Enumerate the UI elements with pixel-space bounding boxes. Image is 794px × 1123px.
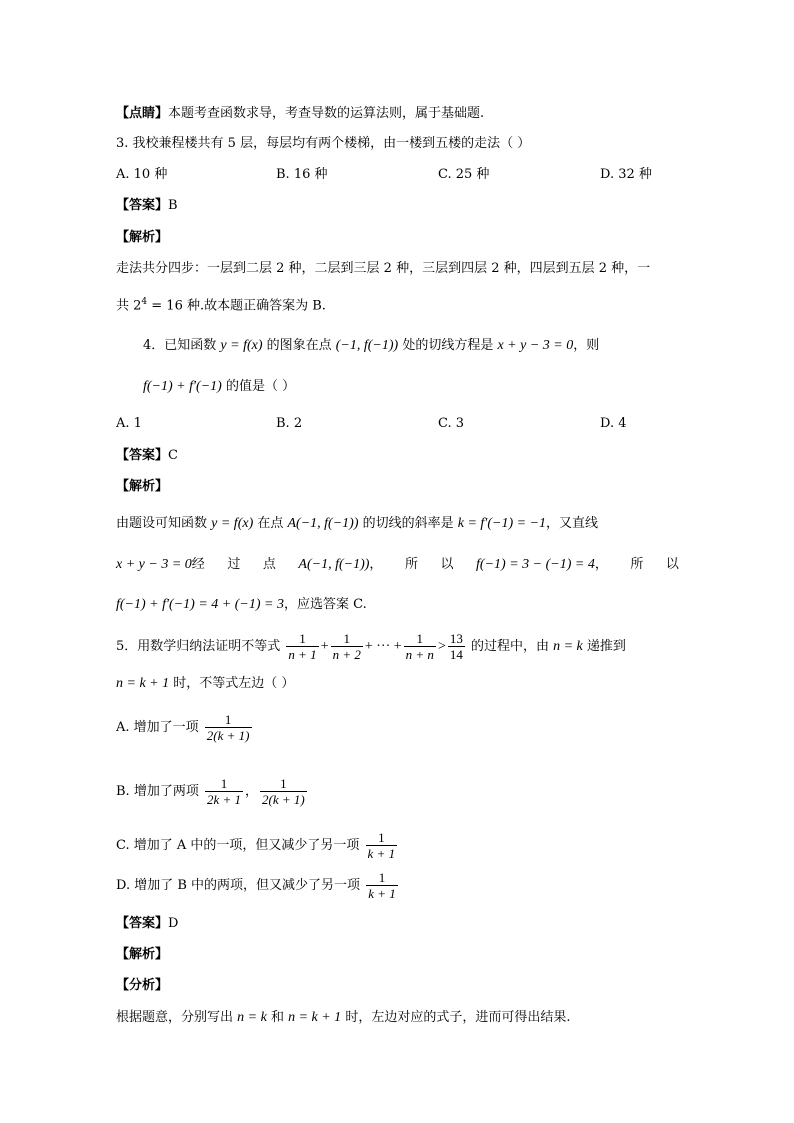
fraction-numerator: 1 — [220, 776, 228, 791]
q4-l2-word: 以 — [440, 557, 454, 572]
q3-option-c: C. 25 种 — [438, 167, 490, 182]
q5-option-b-fraction — [205, 776, 243, 807]
q4-option-b: B. 2 — [276, 416, 303, 431]
q5-stem-text-d: 时，不等式左边（ ） — [169, 676, 295, 691]
q4-analysis-line2 — [116, 555, 679, 575]
q5-stem-line2 — [116, 674, 294, 694]
q5-stem-line1 — [116, 628, 626, 666]
q4-stem-line1 — [143, 336, 599, 356]
q4-stem-text-e: 的值是（ ） — [221, 379, 296, 394]
fraction-denominator: 2(k + 1) — [206, 728, 250, 743]
q3-analysis-tag: 【解析】 — [116, 230, 169, 245]
q4-l2-sep: ， — [594, 557, 608, 572]
q3-analysis-line2-post: 种.故本题正确答案为 B. — [182, 298, 326, 314]
answer-tag: 【答案】 — [116, 448, 169, 463]
q3-answer-line — [116, 196, 178, 216]
fraction-numerator: 1 — [224, 712, 232, 727]
q3-stem: 3. 我校兼程楼共有 5 层，每层均有两个楼梯，由一楼到五楼的走法（ ） — [116, 136, 531, 151]
q5-option-c — [116, 826, 399, 866]
q4-l1-text-c: 的切线的斜率是 — [358, 516, 458, 531]
q4-analysis-line1 — [116, 514, 598, 534]
q4-stem-text-a: 4．已知函数 — [143, 338, 221, 353]
fraction-denominator: n + n — [405, 647, 434, 662]
q4-stem-point: (−1, f(−1)) — [335, 338, 399, 353]
q5-option-b — [116, 772, 309, 812]
q4-analysis-line3 — [116, 595, 367, 615]
q5-stem-text-b: 的过程中，由 — [466, 639, 554, 654]
q5-fenxi-tag: 【分析】 — [116, 978, 169, 993]
ellipsis-sum: + ··· + — [364, 639, 402, 654]
q4-l2-expression: f(−1) = 3 − (−1) = 4 — [476, 557, 595, 572]
q5-fenxi-text-a: 根据题意，分别写出 — [116, 1010, 238, 1025]
q5-fenxi-math-1: n = k — [237, 1010, 267, 1025]
q4-stem-equation: x + y − 3 = 0 — [497, 338, 574, 353]
q5-fenxi-text-c: 时，左边对应的式子，进而可得出结果. — [341, 1010, 571, 1025]
q5-option-c-fraction — [366, 830, 398, 861]
q4-l2-sep: ， — [369, 557, 383, 572]
q4-stem-fx: y = f(x) — [220, 338, 263, 353]
q4-stem-text-d: ，则 — [573, 338, 600, 353]
q4-stem-text-c: 处的切线方程是 — [398, 338, 498, 353]
q3-analysis-line2-sup: 4 — [141, 297, 148, 307]
fraction-numerator: 1 — [343, 631, 350, 646]
q5-fraction — [331, 631, 363, 662]
q3-option-d: D. 32 种 — [600, 167, 652, 182]
fraction-numerator: 1 — [280, 776, 287, 791]
q5-analysis-tag: 【解析】 — [116, 947, 169, 962]
q5-option-a-text: A. 增加了一项 — [116, 720, 203, 735]
q5-answer: D — [168, 916, 179, 931]
q3-analysis-line2 — [116, 292, 326, 316]
q5-option-b-text: B. 增加了两项 — [116, 784, 203, 799]
fraction-numerator: 13 — [449, 631, 463, 646]
q4-option-c: C. 3 — [438, 416, 465, 431]
q4-l2-word: 以 — [665, 557, 679, 572]
q4-l3-text: ，应选答案 C. — [283, 597, 367, 612]
fraction-denominator: n + 1 — [288, 647, 317, 662]
plus-sign: + — [320, 639, 329, 654]
q4-l1-text-a: 由题设可知函数 — [116, 516, 212, 531]
q5-option-c-text: C. 增加了 A 中的一项，但又减少了另一项 — [116, 838, 364, 853]
q3-analysis-line1: 走法共分四步：一层到二层 2 种，二层到三层 2 种，三层到四层 2 种，四层到五层 2 种，一 — [116, 261, 651, 276]
q4-stem-line2 — [143, 377, 295, 397]
fraction-denominator: k + 1 — [368, 886, 396, 901]
q5-fenxi-line — [116, 1008, 570, 1028]
fraction-numerator: 1 — [299, 631, 306, 646]
q4-option-d: D. 4 — [600, 416, 627, 431]
q4-stem-expression: f(−1) + f′(−1) — [143, 379, 222, 394]
fraction-denominator: 2k + 1 — [206, 792, 241, 807]
q5-option-b-fraction — [260, 776, 307, 807]
q5-fraction — [404, 631, 436, 662]
q5-option-a — [116, 708, 254, 748]
q5-option-a-fraction — [205, 712, 252, 743]
q5-fraction — [448, 631, 465, 662]
q4-l1-text-b: 在点 — [253, 516, 288, 531]
q4-answer: C — [168, 448, 178, 463]
q5-option-d-text: D. 增加了 B 中的两项，但又减少了另一项 — [116, 878, 365, 893]
dianjing-tag: 【点睛】 — [116, 106, 169, 121]
q4-option-a: A. 1 — [116, 416, 142, 431]
q4-l2-word: 所 — [630, 557, 644, 572]
q4-l2-word: 过 — [227, 557, 241, 572]
q5-fenxi-math-2: n = k + 1 — [288, 1010, 342, 1025]
q4-answer-line — [116, 446, 178, 466]
q4-l2-word: 经 — [191, 557, 205, 572]
fraction-denominator: n + 2 — [332, 647, 361, 662]
q4-stem-text-b: 的图象在点 — [262, 338, 336, 353]
fraction-denominator: k + 1 — [367, 846, 396, 861]
answer-tag: 【答案】 — [116, 916, 169, 931]
q3-option-a: A. 10 种 — [116, 167, 168, 182]
q4-l2-point: A(−1, f(−1)) — [298, 557, 370, 572]
q3-analysis-line2-pre: 共 2 — [116, 298, 142, 314]
q4-l3-expression: f(−1) + f′(−1) = 4 + (−1) = 3 — [116, 597, 284, 612]
q4-l2-word: 点 — [262, 557, 276, 572]
dianjing-line — [116, 104, 484, 124]
fraction-denominator: 14 — [449, 647, 463, 662]
q4-l2-equation: x + y − 3 = 0 — [116, 557, 192, 572]
q4-l1-slope: k = f′(−1) = −1 — [457, 516, 547, 531]
q5-stem-text-c: 递推到 — [582, 639, 626, 654]
q3-analysis-line2-mid: = 16 — [147, 298, 183, 314]
q5-fraction — [286, 631, 318, 662]
q5-answer-line — [116, 914, 178, 934]
greater-than-sign: > — [437, 639, 446, 654]
dianjing-text: 本题考查函数求导，考查导数的运算法则，属于基础题. — [168, 106, 485, 121]
q4-l1-text-d: ，又直线 — [546, 516, 599, 531]
answer-tag: 【答案】 — [116, 198, 169, 213]
q4-l2-word: 所 — [404, 557, 418, 572]
q5-n-eq-k: n = k — [553, 639, 583, 654]
q3-option-b: B. 16 种 — [276, 167, 328, 182]
q5-option-b-sep: ， — [245, 784, 259, 799]
q5-option-d-fraction — [366, 870, 398, 901]
q3-answer: B — [168, 198, 178, 213]
q4-analysis-tag: 【解析】 — [116, 479, 169, 494]
fraction-numerator: 1 — [416, 631, 424, 646]
fraction-numerator: 1 — [378, 830, 385, 845]
q5-stem-text-a: 5．用数学归纳法证明不等式 — [116, 639, 285, 654]
fraction-denominator: 2(k + 1) — [262, 792, 305, 807]
q4-l1-fx: y = f(x) — [211, 516, 254, 531]
fraction-numerator: 1 — [378, 870, 386, 885]
q5-n-eq-k-plus-1: n = k + 1 — [116, 676, 170, 691]
q5-option-d — [116, 866, 400, 906]
q5-fenxi-text-b: 和 — [266, 1010, 289, 1025]
q4-l1-point: A(−1, f(−1)) — [287, 516, 359, 531]
